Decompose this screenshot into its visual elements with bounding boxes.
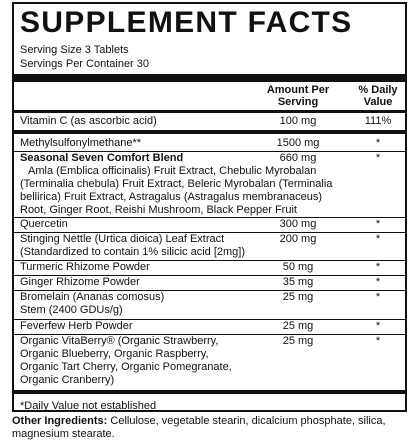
row-amount: 35 mg — [282, 276, 314, 288]
other-ingredients — [12, 415, 412, 440]
panel-title: SUPPLEMENT FACTS — [20, 6, 353, 39]
row-amount: 25 mg — [282, 291, 314, 303]
row-name: Bromelain (Ananas comosus) — [20, 291, 165, 303]
row-daily-value: * — [375, 291, 381, 303]
other-ingredients-label: Other Ingredients: — [12, 415, 108, 427]
other-ingredients-text: Cellulose, vegetable stearin, dicalcium phosphate, silica, magnesium stearate. — [12, 415, 386, 440]
row-daily-value: * — [375, 335, 381, 347]
row-name: Quercetin — [20, 218, 68, 230]
serving-size: Serving Size 3 Tablets — [20, 44, 129, 56]
bromelain-line-2: Stem (2400 GDUs/g) — [20, 304, 123, 316]
vitaberry-line-4: Organic Cranberry) — [20, 374, 115, 386]
row-name: Seasonal Seven Comfort Blend — [20, 152, 184, 164]
thick-divider-top — [14, 74, 405, 82]
row-daily-value: * — [375, 137, 381, 149]
header-daily-value: % Daily Value — [358, 84, 398, 108]
row-amount: 100 mg — [279, 115, 317, 127]
row-amount: 660 mg — [279, 152, 317, 164]
row-name: Stinging Nettle (Urtica dioica) Leaf Extract — [20, 233, 225, 245]
row-amount: 25 mg — [282, 335, 314, 347]
blend-line-3: bellirica) Fruit Extract, Astragalus (Astragalus membranaceus) — [20, 191, 322, 203]
row-daily-value: * — [375, 218, 381, 230]
row-name: Methylsulfonylmethane** — [20, 137, 142, 149]
header-divider — [14, 110, 405, 113]
header-amount: Amount Per Serving — [266, 84, 330, 108]
vitaberry-line-2: Organic Blueberry, Organic Raspberry, — [20, 348, 209, 360]
servings-per-container: Servings Per Container 30 — [20, 58, 150, 70]
row-daily-value: * — [375, 152, 381, 164]
row-amount: 50 mg — [282, 261, 314, 273]
blend-line-4: Root, Ginger Root, Reishi Mushroom, Black Pepper Fruit — [20, 204, 297, 216]
thick-divider-mid — [14, 130, 405, 134]
row-name: Feverfew Herb Powder — [20, 320, 133, 332]
thick-divider-bottom — [14, 390, 405, 394]
nettle-line-2: (Standardized to contain 1% silicic acid [2mg]) — [20, 246, 245, 258]
row-amount: 1500 mg — [276, 137, 320, 149]
row-name: Vitamin C (as ascorbic acid) — [20, 115, 157, 127]
row-daily-value: * — [375, 233, 381, 245]
supplement-facts-panel — [12, 2, 407, 412]
row-amount: 200 mg — [279, 233, 317, 245]
row-daily-value: * — [375, 320, 381, 332]
blend-line-2: (Terminalia chebula) Fruit Extract, Beleric Myrobalan (Terminalia — [20, 178, 333, 190]
row-daily-value: 111% — [364, 115, 392, 127]
row-name: Ginger Rhizome Powder — [20, 276, 140, 288]
footnote: *Daily Value not established — [20, 400, 157, 412]
row-daily-value: * — [375, 261, 381, 273]
vitaberry-line-3: Organic Tart Cherry, Organic Pomegranate, — [20, 361, 232, 373]
row-amount: 300 mg — [279, 218, 317, 230]
row-name: Turmeric Rhizome Powder — [20, 261, 150, 273]
row-daily-value: * — [375, 276, 381, 288]
row-amount: 25 mg — [282, 320, 314, 332]
row-name: Organic VitaBerry® (Organic Strawberry, — [20, 335, 219, 347]
blend-line-1: Amla (Emblica officinalis) Fruit Extract, Chebulic Myrobalan — [28, 165, 317, 177]
